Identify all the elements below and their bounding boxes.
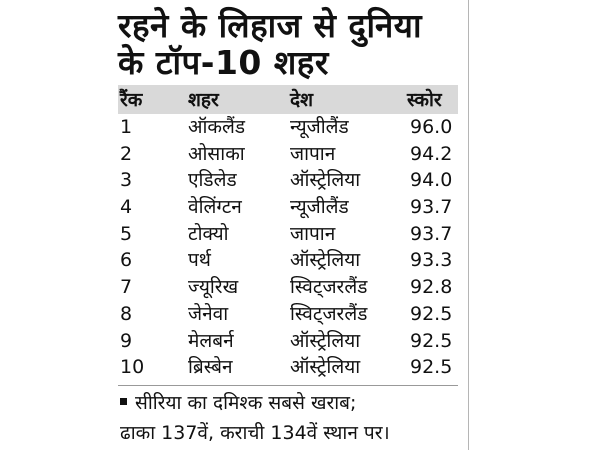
- footnote-line-2: ढाका 137वें, कराची 134वें स्थान पर।: [120, 422, 390, 444]
- headline-line-2: के टॉप-10 शहर: [118, 43, 329, 82]
- cell-rank: 1: [120, 116, 133, 138]
- cell-city: ऑकलैंड: [188, 116, 246, 138]
- table-row: [118, 141, 458, 168]
- cell-city: ब्रिस्बेन: [188, 356, 233, 379]
- cell-city: ओसाका: [188, 142, 245, 165]
- table-row: [118, 114, 458, 141]
- table-row: [118, 247, 458, 274]
- table-row: [118, 328, 458, 355]
- cell-rank: 5: [120, 222, 133, 245]
- cell-country: ऑस्ट्रेलिया: [290, 356, 361, 379]
- cell-rank: 4: [120, 196, 133, 219]
- cell-score: 93.3: [410, 249, 453, 272]
- table-row: [118, 194, 458, 221]
- cell-score: 96.0: [410, 116, 453, 138]
- cell-city: एडिलेड: [188, 169, 237, 192]
- cell-city: मेलबर्न: [188, 329, 234, 352]
- cell-score: 94.0: [410, 169, 453, 192]
- cell-city: पर्थ: [188, 249, 211, 272]
- cell-country: जापान: [290, 142, 336, 165]
- footnote-line-1: [120, 390, 356, 416]
- cell-country: जापान: [290, 222, 336, 245]
- cell-score: 94.2: [410, 142, 453, 165]
- cell-rank: 3: [120, 169, 133, 192]
- header-country: देश: [290, 89, 314, 111]
- cell-country: ऑस्ट्रेलिया: [290, 249, 361, 272]
- ranking-clipping: [108, 0, 466, 450]
- table-body: [118, 114, 458, 381]
- table-row: [118, 354, 458, 381]
- table-row: [118, 167, 458, 194]
- cell-rank: 10: [120, 356, 145, 379]
- table-header: [118, 85, 458, 114]
- header-score: स्कोर: [407, 89, 442, 111]
- square-bullet-icon: [120, 398, 127, 405]
- cell-rank: 8: [120, 302, 133, 325]
- footnote-text-1: सीरिया का दमिश्क सबसे खराब;: [135, 392, 357, 414]
- table-row: [118, 221, 458, 248]
- cell-score: 92.5: [410, 329, 453, 352]
- cell-rank: 2: [120, 142, 133, 165]
- cell-rank: 9: [120, 329, 133, 352]
- cell-country: स्विट्जरलैंड: [290, 276, 368, 299]
- cell-city: वेलिंग्टन: [188, 196, 242, 219]
- cell-score: 93.7: [410, 222, 453, 245]
- cell-score: 92.5: [410, 356, 453, 379]
- cell-city: ज्यूरिख: [188, 276, 239, 299]
- column-divider: [468, 0, 469, 450]
- header-rank: रैंक: [120, 89, 143, 111]
- cell-rank: 7: [120, 276, 133, 299]
- cell-city: जेनेवा: [188, 302, 229, 325]
- cell-country: ऑस्ट्रेलिया: [290, 329, 361, 352]
- cell-country: ऑस्ट्रेलिया: [290, 169, 361, 192]
- headline-line-1: रहने के लिहाज से दुनिया: [118, 6, 422, 45]
- cell-score: 93.7: [410, 196, 453, 219]
- cell-country: न्यूजीलैंड: [290, 196, 349, 219]
- cell-score: 92.8: [410, 276, 453, 299]
- header-city: शहर: [188, 89, 219, 111]
- cell-country: स्विट्जरलैंड: [290, 302, 368, 325]
- cell-country: न्यूजीलैंड: [290, 116, 349, 138]
- table-row: [118, 301, 458, 328]
- cell-city: टोक्यो: [188, 222, 229, 245]
- cell-rank: 6: [120, 249, 133, 272]
- cell-score: 92.5: [410, 302, 453, 325]
- divider: [118, 385, 458, 386]
- table-row: [118, 274, 458, 301]
